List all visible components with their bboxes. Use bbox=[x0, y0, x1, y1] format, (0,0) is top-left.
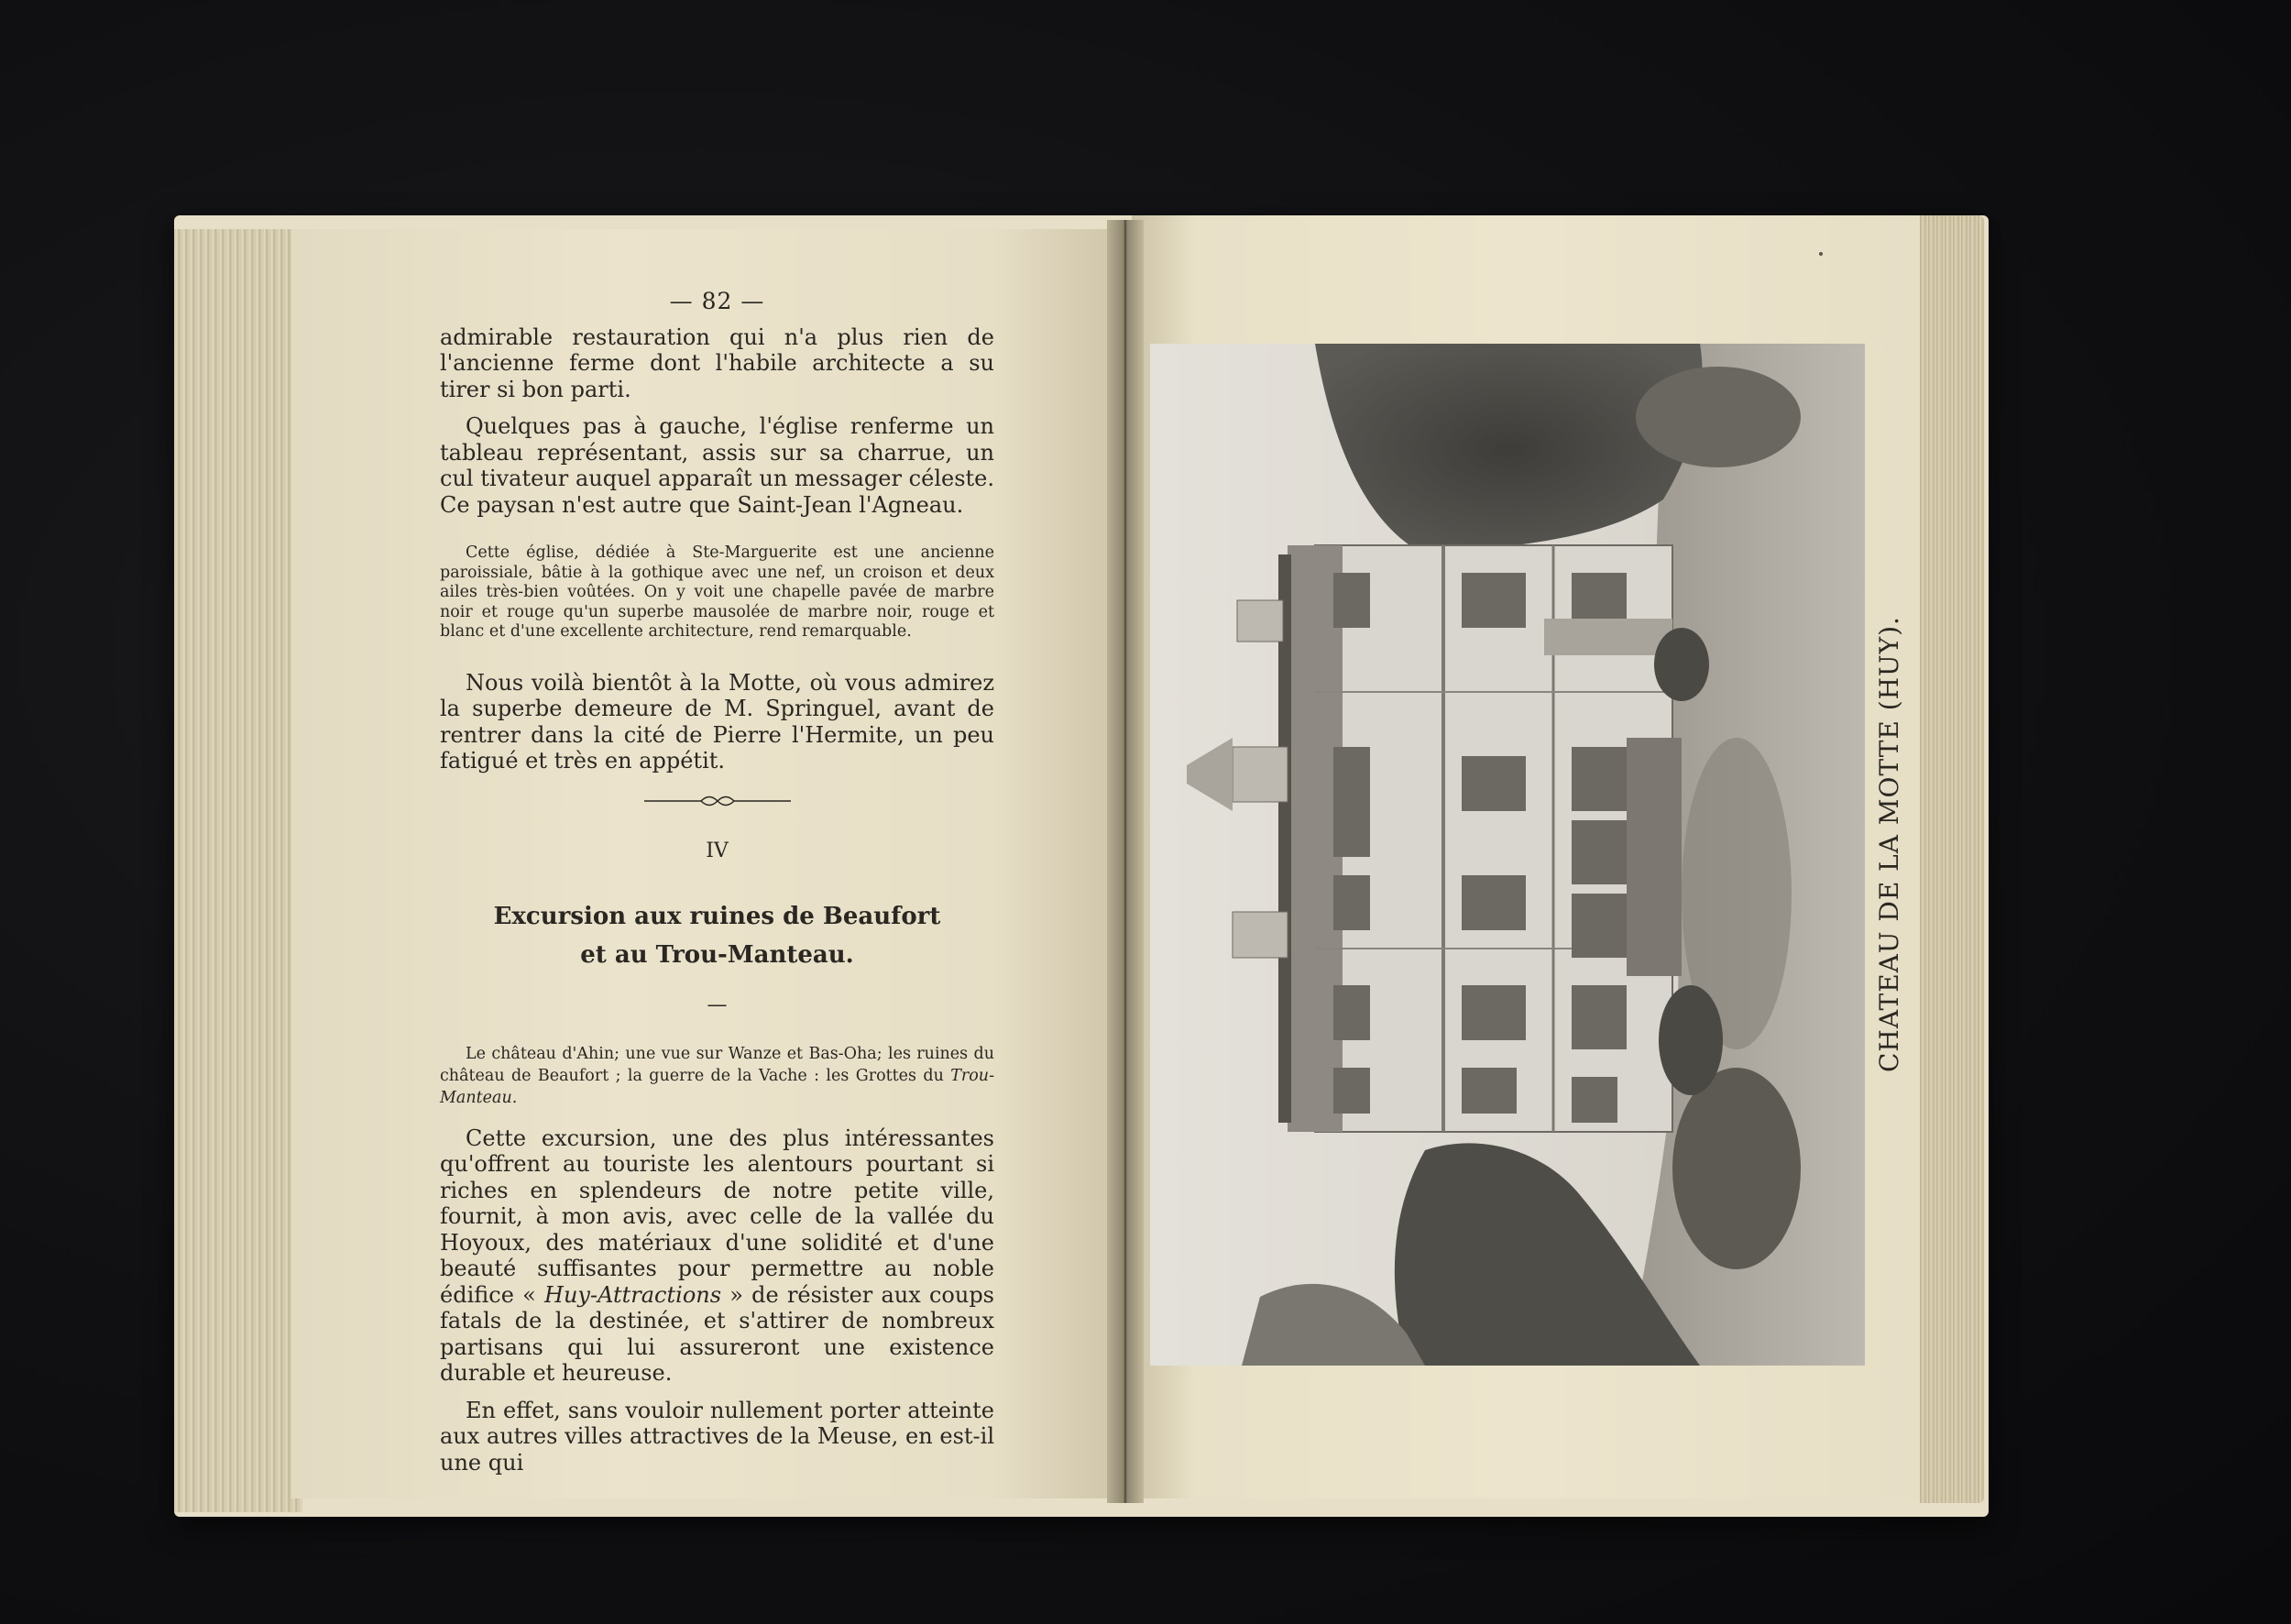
paragraph-4-text-b: » de résister aux coups fatals de la destinée, et s'attirer de nombreux partisans qui lui assureront une existence durable et heureuse. bbox=[440, 1281, 994, 1386]
photo-caption: CHATEAU DE LA MOTTE (HUY). bbox=[1874, 616, 1904, 1072]
chapter-summary bbox=[440, 1043, 994, 1109]
summary-italic: Trou-Manteau. bbox=[440, 1066, 994, 1107]
page-edges-left bbox=[174, 229, 302, 1512]
heading-dash: — bbox=[707, 993, 728, 1016]
paragraph-2: Quelques pas à gauche, l'église renferme un tableau représentant, assis sur sa charrue, un cul tivateur auquel apparaît un messager céleste. Ce paysan n'est autre que Saint-Jean l'Agneau. bbox=[440, 413, 994, 518]
book-gutter bbox=[1107, 220, 1144, 1503]
paragraph-4 bbox=[440, 1125, 994, 1387]
heading-line-1: Excursion aux ruines de Beaufort bbox=[493, 903, 941, 930]
paragraph-5: En effet, sans vouloir nullement porter atteinte aux autres villes attractives de la Meuse, en est-il une qui bbox=[440, 1397, 994, 1476]
section-number: IV bbox=[706, 839, 729, 862]
chateau-photograph bbox=[1150, 344, 1865, 1366]
paragraph-3: Nous voilà bientôt à la Motte, où vous admirez la superbe demeure de M. Springuel, avant de rentrer dans la cité de Pierre l'Hermite, un peu fatigué et très en appétit. bbox=[440, 669, 994, 774]
left-page-text bbox=[440, 289, 994, 1487]
paragraph-4-text-a: Cette excursion, une des plus intéressantes qu'offrent au touriste les alentours pourtant si riches en splendeurs de notre petite ville, fournit, à mon avis, avec celle de la vallée du Hoyoux, des matériaux d'une solidité et d'une beauté suffisantes pour permettre au noble édifice « bbox=[440, 1125, 994, 1308]
heading-line-2: et au Trou-Manteau. bbox=[580, 941, 854, 969]
page-number: — 82 — bbox=[669, 288, 765, 314]
paragraph-4-italic: Huy-Attractions bbox=[544, 1281, 722, 1308]
ornament-divider bbox=[644, 795, 791, 807]
footnote-church: Cette église, dédiée à Ste-Marguerite est une ancienne paroissiale, bâtie à la gothique avec une nef, un croison et deux ailes très-bien voûtées. On y voit une chapelle pavée de marbre noir et rouge qu'un superbe mausolée de marbre noir, rouge et blanc et d'une excellente architecture, rend remarquable. bbox=[440, 543, 994, 641]
chapter-heading bbox=[440, 897, 994, 974]
photo-drawing bbox=[1150, 344, 1865, 1366]
summary-text: Le château d'Ahin; une vue sur Wanze et Bas-Oha; les ruines du château de Beaufort ; la guerre de la Vache : les Grottes du bbox=[440, 1044, 994, 1085]
paragraph-1: admirable restauration qui n'a plus rien de l'ancienne ferme dont l'habile architecte a su tirer si bon parti. bbox=[440, 324, 994, 402]
page-edges-right bbox=[1920, 215, 1984, 1503]
page-speck bbox=[1819, 252, 1823, 256]
